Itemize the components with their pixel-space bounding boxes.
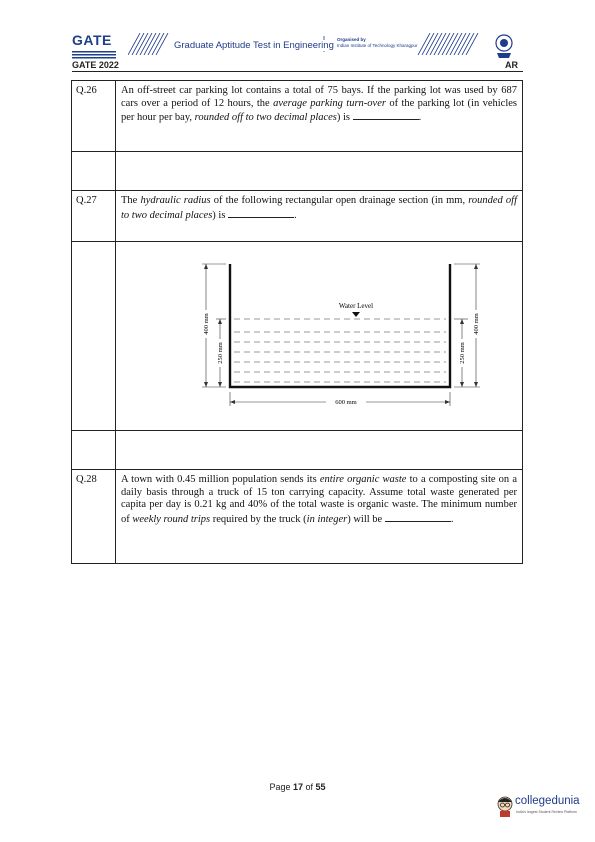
question-number: Q.27 <box>72 191 116 241</box>
page-prefix: Page <box>269 782 293 792</box>
question-end: . <box>418 112 422 124</box>
question-text-segment: A town with 0.45 million population sends its <box>121 474 320 485</box>
question-emphasis: rounded off to two decimal places <box>121 195 517 221</box>
question-text-segment: The <box>121 195 141 206</box>
page-current: 17 <box>292 782 303 792</box>
question-end: . <box>450 513 454 525</box>
question-text-segment: of the parking lot (in vehicles per hour per bay, <box>121 97 517 124</box>
question-text <box>116 470 522 563</box>
answer-row-27 <box>71 431 523 470</box>
question-emphasis: average parking turn-over <box>273 97 386 109</box>
page-number <box>0 782 595 792</box>
page-total: 55 <box>315 782 326 792</box>
gate-logo-text: GATE <box>72 32 112 48</box>
question-row-28 <box>71 470 523 564</box>
page-of: of <box>303 782 316 792</box>
question-text-segment: ) is <box>212 209 229 221</box>
collegedunia-brand: collegedunia <box>515 795 580 807</box>
question-text <box>116 191 522 241</box>
header-divider <box>72 71 523 72</box>
question-number: Q.26 <box>72 81 116 151</box>
question-number: Q.28 <box>72 470 116 563</box>
question-text-segment: ) is <box>336 112 353 124</box>
empty-answer-cell <box>116 431 522 469</box>
iit-emblem-icon <box>494 33 514 59</box>
question-text-segment: ) will be <box>347 513 385 525</box>
answer-blank <box>228 208 294 218</box>
question-emphasis: rounded off to two decimal places <box>194 112 337 124</box>
answer-blank <box>353 110 419 120</box>
empty-number-cell <box>72 431 116 469</box>
drainage-section-figure <box>116 242 524 430</box>
question-row-27 <box>71 191 523 242</box>
question-row-26 <box>71 80 523 152</box>
question-emphasis: entire organic waste <box>319 474 407 485</box>
figure-cell <box>116 242 522 430</box>
question-text-segment: required by the truck ( <box>210 513 307 525</box>
paper-code: AR <box>505 60 518 70</box>
question-end: . <box>294 209 297 221</box>
answer-row-26 <box>71 152 523 191</box>
question-emphasis: in integer <box>306 513 348 525</box>
gate-logo-stripes-icon <box>72 50 120 60</box>
exam-year: GATE 2022 <box>72 60 119 70</box>
answer-blank <box>385 512 451 522</box>
organizer-name: Indian Institute of Technology Kharagpur <box>337 43 418 48</box>
collegedunia-tagline: India's largest Student Review Platform <box>516 810 577 814</box>
water-level-marker-icon <box>352 312 360 317</box>
figure-row-27 <box>71 242 523 431</box>
right-total-height-label: 400 mm <box>473 313 480 335</box>
width-label: 600 mm <box>335 399 357 406</box>
empty-number-cell <box>72 152 116 190</box>
organized-by-label: Organised by <box>337 37 366 42</box>
question-table <box>71 80 523 564</box>
question-emphasis: hydraulic radius <box>140 195 211 206</box>
water-level-label: Water Level <box>338 302 374 310</box>
question-emphasis: weekly round trips <box>132 513 211 525</box>
question-text <box>116 81 522 151</box>
right-water-depth-label: 250 mm <box>459 342 466 364</box>
organizer-block <box>334 37 420 49</box>
question-text-segment: of the following rectangular open drainage section (in mm, <box>210 195 469 206</box>
question-text-segment: An off-street car parking lot contains a total of 75 bays. If the parking lot was used by 687 cars over a period of 12 hours, the <box>121 85 517 109</box>
empty-number-cell <box>72 242 116 430</box>
banner-title: Graduate Aptitude Test in Engineering <box>171 40 337 51</box>
left-water-depth-label: 250 mm <box>217 342 224 364</box>
empty-answer-cell <box>116 152 522 190</box>
question-text-segment: to a composting site on a daily basis through a truck of 15 ton carrying capacity. Assume total waste generated per capita per day is 0.21 kg and 40% of the total waste is organic waste. The minimum number of <box>121 474 517 525</box>
gate-logo <box>72 33 120 57</box>
collegedunia-mascot-icon <box>495 795 515 817</box>
left-total-height-label: 400 mm <box>203 313 210 335</box>
